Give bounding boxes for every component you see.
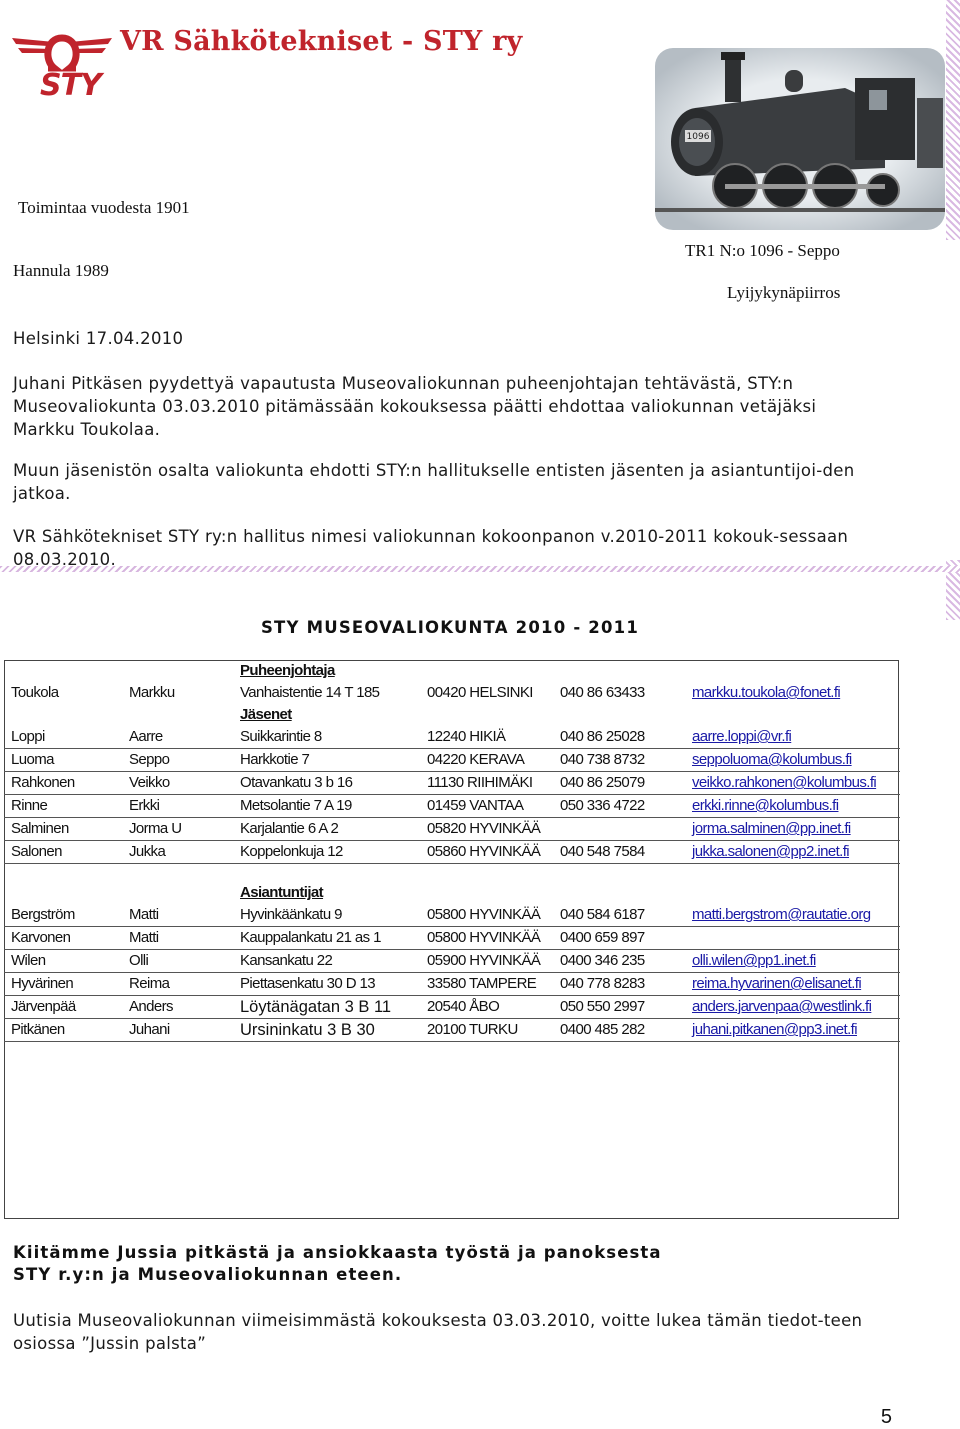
last-name: Hyvärinen: [4, 973, 122, 996]
street-address: Harkkotie 7: [233, 749, 420, 772]
first-name: Reima: [122, 973, 233, 996]
postal-address: 20540 ÅBO: [420, 996, 553, 1019]
email-link[interactable]: markku.toukola@fonet.fi: [692, 684, 841, 701]
first-name: Markku: [129, 684, 175, 701]
email-link[interactable]: reima.hyvarinen@elisanet.fi: [692, 975, 862, 992]
spacer-cell: [4, 864, 900, 883]
email-link[interactable]: aarre.loppi@vr.fi: [692, 728, 792, 745]
email-link[interactable]: erkki.rinne@kolumbus.fi: [692, 797, 839, 814]
street-address: Metsolantie 7 A 19: [233, 795, 420, 818]
street-address: Piettasenkatu 30 D 13: [233, 973, 420, 996]
paragraph-2: Muun jäsenistön osalta valiokunta ehdotti STY:n hallitukselle entisten jäsenten ja asiantuntijoi-den jatkoa.: [13, 461, 855, 503]
phone-number: 040 86 25079: [553, 772, 685, 795]
postal-address: 12240 HIKIÄ: [420, 726, 553, 749]
postal-address: 33580 TAMPERE: [420, 973, 553, 996]
last-name: Toukola: [11, 684, 59, 701]
postal-address: 00420 HELSINKI: [427, 684, 533, 701]
postal-address: 05860 HYVINKÄÄ: [420, 841, 553, 864]
email-address[interactable]: [685, 682, 900, 704]
empty-cell: [4, 704, 122, 726]
empty-cell: [4, 660, 122, 682]
first-name: Seppo: [122, 749, 233, 772]
email-address[interactable]: [685, 996, 900, 1019]
table-row: [4, 927, 900, 950]
thanks-text: Kiitämme Jussia pitkästä ja ansiokkaasta työstä ja panoksesta STY r.y:n ja Museovaliokunnan eteen.: [13, 1243, 662, 1284]
first-name: Erkki: [122, 795, 233, 818]
empty-cell: [122, 660, 233, 682]
side-decoration: [946, 0, 960, 240]
last-name: Wilen: [4, 950, 122, 973]
phone-number: 0400 659 897: [553, 927, 685, 950]
first-name: Anders: [122, 996, 233, 1019]
table-row: [4, 795, 900, 818]
committee-table-body: [4, 660, 900, 1042]
table-row: [4, 973, 900, 996]
locomotive-drawing: [655, 48, 945, 230]
postal-address: 05900 HYVINKÄÄ: [420, 950, 553, 973]
email-link[interactable]: juhani.pitkanen@pp3.inet.fi: [692, 1021, 857, 1038]
first-name: Aarre: [122, 726, 233, 749]
table-row: [4, 726, 900, 749]
postal-address: 20100 TURKU: [420, 1019, 553, 1042]
street-address: Suikkarintie 8: [233, 726, 420, 749]
section-heading-row: [4, 660, 900, 682]
phone-number: 0400 485 282: [553, 1019, 685, 1042]
table-row: [4, 1019, 900, 1042]
email-link[interactable]: veikko.rahkonen@kolumbus.fi: [692, 774, 877, 791]
last-name: Bergström: [4, 904, 122, 927]
last-name: Karvonen: [4, 927, 122, 950]
last-name: Salminen: [4, 818, 122, 841]
email-link[interactable]: seppoluoma@kolumbus.fi: [692, 751, 852, 768]
drawing-caption-medium: Lyijykynäpiirros: [727, 283, 841, 302]
street-address: Kauppalankatu 21 as 1: [233, 927, 420, 950]
postal-address: 11130 RIIHIMÄKI: [420, 772, 553, 795]
postal-address: 05820 HYVINKÄÄ: [420, 818, 553, 841]
street-address: Löytänägatan 3 B 11: [233, 996, 420, 1019]
table-row: [4, 841, 900, 864]
members-heading: Jäsenet: [240, 706, 292, 723]
email-address[interactable]: [685, 795, 900, 818]
last-name: Salonen: [4, 841, 122, 864]
table-row: [4, 772, 900, 795]
empty-cell: [4, 882, 122, 904]
first-name: Matti: [122, 927, 233, 950]
phone-number: 0400 346 235: [553, 950, 685, 973]
email-address[interactable]: [685, 841, 900, 864]
phone-number: 040 778 8283: [553, 973, 685, 996]
page-number: 5: [880, 1406, 892, 1428]
street-address: Otavankatu 3 b 16: [233, 772, 420, 795]
email-address: [685, 927, 900, 950]
email-link[interactable]: anders.jarvenpaa@westlink.fi: [692, 998, 872, 1015]
table-row: [4, 682, 900, 704]
last-name: Järvenpää: [4, 996, 122, 1019]
paragraph-3: VR Sähkötekniset STY ry:n hallitus nimesi valiokunnan kokoonpanon v.2010-2011 kokouk-sessaan 08.03.2010.: [13, 527, 849, 569]
table-row: [4, 950, 900, 973]
table-row: [4, 996, 900, 1019]
phone-number: 040 86 25028: [553, 726, 685, 749]
last-name: Loppi: [4, 726, 122, 749]
email-link[interactable]: matti.bergstrom@rautatie.org: [692, 906, 871, 923]
last-name: Rinne: [4, 795, 122, 818]
spacer-row: [4, 864, 900, 883]
first-name: Jorma U: [122, 818, 233, 841]
phone-number: [553, 818, 685, 841]
street-address: Hyvinkäänkatu 9: [233, 904, 420, 927]
street-address: Karjalantie 6 A 2: [233, 818, 420, 841]
phone-number: 040 548 7584: [553, 841, 685, 864]
postal-address: 05800 HYVINKÄÄ: [420, 927, 553, 950]
street-address: Koppelonkuja 12: [233, 841, 420, 864]
email-address[interactable]: [685, 818, 900, 841]
street-address: Vanhaistentie 14 T 185: [240, 684, 380, 701]
organization-name: VR Sähkötekniset - STY ry: [120, 26, 523, 57]
sty-logo: [8, 16, 116, 108]
table-row: [4, 749, 900, 772]
first-name: Olli: [122, 950, 233, 973]
drawing-caption-title: TR1 N:o 1096 - Seppo: [685, 241, 840, 260]
empty-cell: [122, 882, 233, 904]
section-heading-row: [4, 704, 900, 726]
phone-number: 050 550 2997: [553, 996, 685, 1019]
chair-heading: Puheenjohtaja: [240, 662, 335, 679]
email-address[interactable]: [685, 749, 900, 772]
section-heading-row: [4, 882, 900, 904]
paragraph-1: Juhani Pitkäsen pyydettyä vapautusta Museovaliokunnan puheenjohtajan tehtävästä, STY:n Museovaliokunta 03.03.2010 pitämässään kokouksessa päätti ehdottaa valiokunnan vetäjäksi Markku Toukolaa.: [13, 374, 817, 439]
email-link[interactable]: olli.wilen@pp1.inet.fi: [692, 952, 816, 969]
news-text: Uutisia Museovaliokunnan viimeisimmästä kokouksesta 03.03.2010, voitte lukea tämän tiedot-teen osiossa ”Jussin palsta”: [13, 1311, 863, 1353]
first-name: Jukka: [122, 841, 233, 864]
phone-number: 040 738 8732: [553, 749, 685, 772]
letter-date: Helsinki 17.04.2010: [13, 329, 184, 348]
first-name: Veikko: [122, 772, 233, 795]
email-address[interactable]: [685, 772, 900, 795]
email-link[interactable]: jukka.salonen@pp2.inet.fi: [692, 843, 850, 860]
artist-credit: Hannula 1989: [13, 261, 109, 280]
experts-heading: Asiantuntijat: [240, 884, 324, 901]
last-name: Pitkänen: [4, 1019, 122, 1042]
last-name: Luoma: [4, 749, 122, 772]
phone-number: 040 584 6187: [553, 904, 685, 927]
table-row: [4, 904, 900, 927]
email-link[interactable]: jorma.salminen@pp.inet.fi: [692, 820, 851, 837]
committee-table: [4, 660, 900, 1042]
phone-number: 050 336 4722: [553, 795, 685, 818]
postal-address: 01459 VANTAA: [420, 795, 553, 818]
email-address[interactable]: [685, 973, 900, 996]
email-address[interactable]: [685, 1019, 900, 1042]
table-title: STY MUSEOVALIOKUNTA 2010 - 2011: [260, 618, 640, 637]
first-name: Juhani: [122, 1019, 233, 1042]
locomotive-number: 1096: [686, 132, 710, 142]
last-name: Rahkonen: [4, 772, 122, 795]
postal-address: 04220 KERAVA: [420, 749, 553, 772]
first-name: Matti: [122, 904, 233, 927]
phone-number: 040 86 63433: [560, 684, 645, 701]
founded-text: Toimintaa vuodesta 1901: [18, 198, 190, 217]
logo-letters: STY: [40, 68, 101, 103]
empty-cell: [122, 704, 233, 726]
postal-address: 05800 HYVINKÄÄ: [420, 904, 553, 927]
table-row: [4, 818, 900, 841]
street-address: Kansankatu 22: [233, 950, 420, 973]
email-address[interactable]: [685, 950, 900, 973]
email-address[interactable]: [685, 726, 900, 749]
email-address[interactable]: [685, 904, 900, 927]
street-address: Ursininkatu 3 B 30: [233, 1019, 420, 1042]
